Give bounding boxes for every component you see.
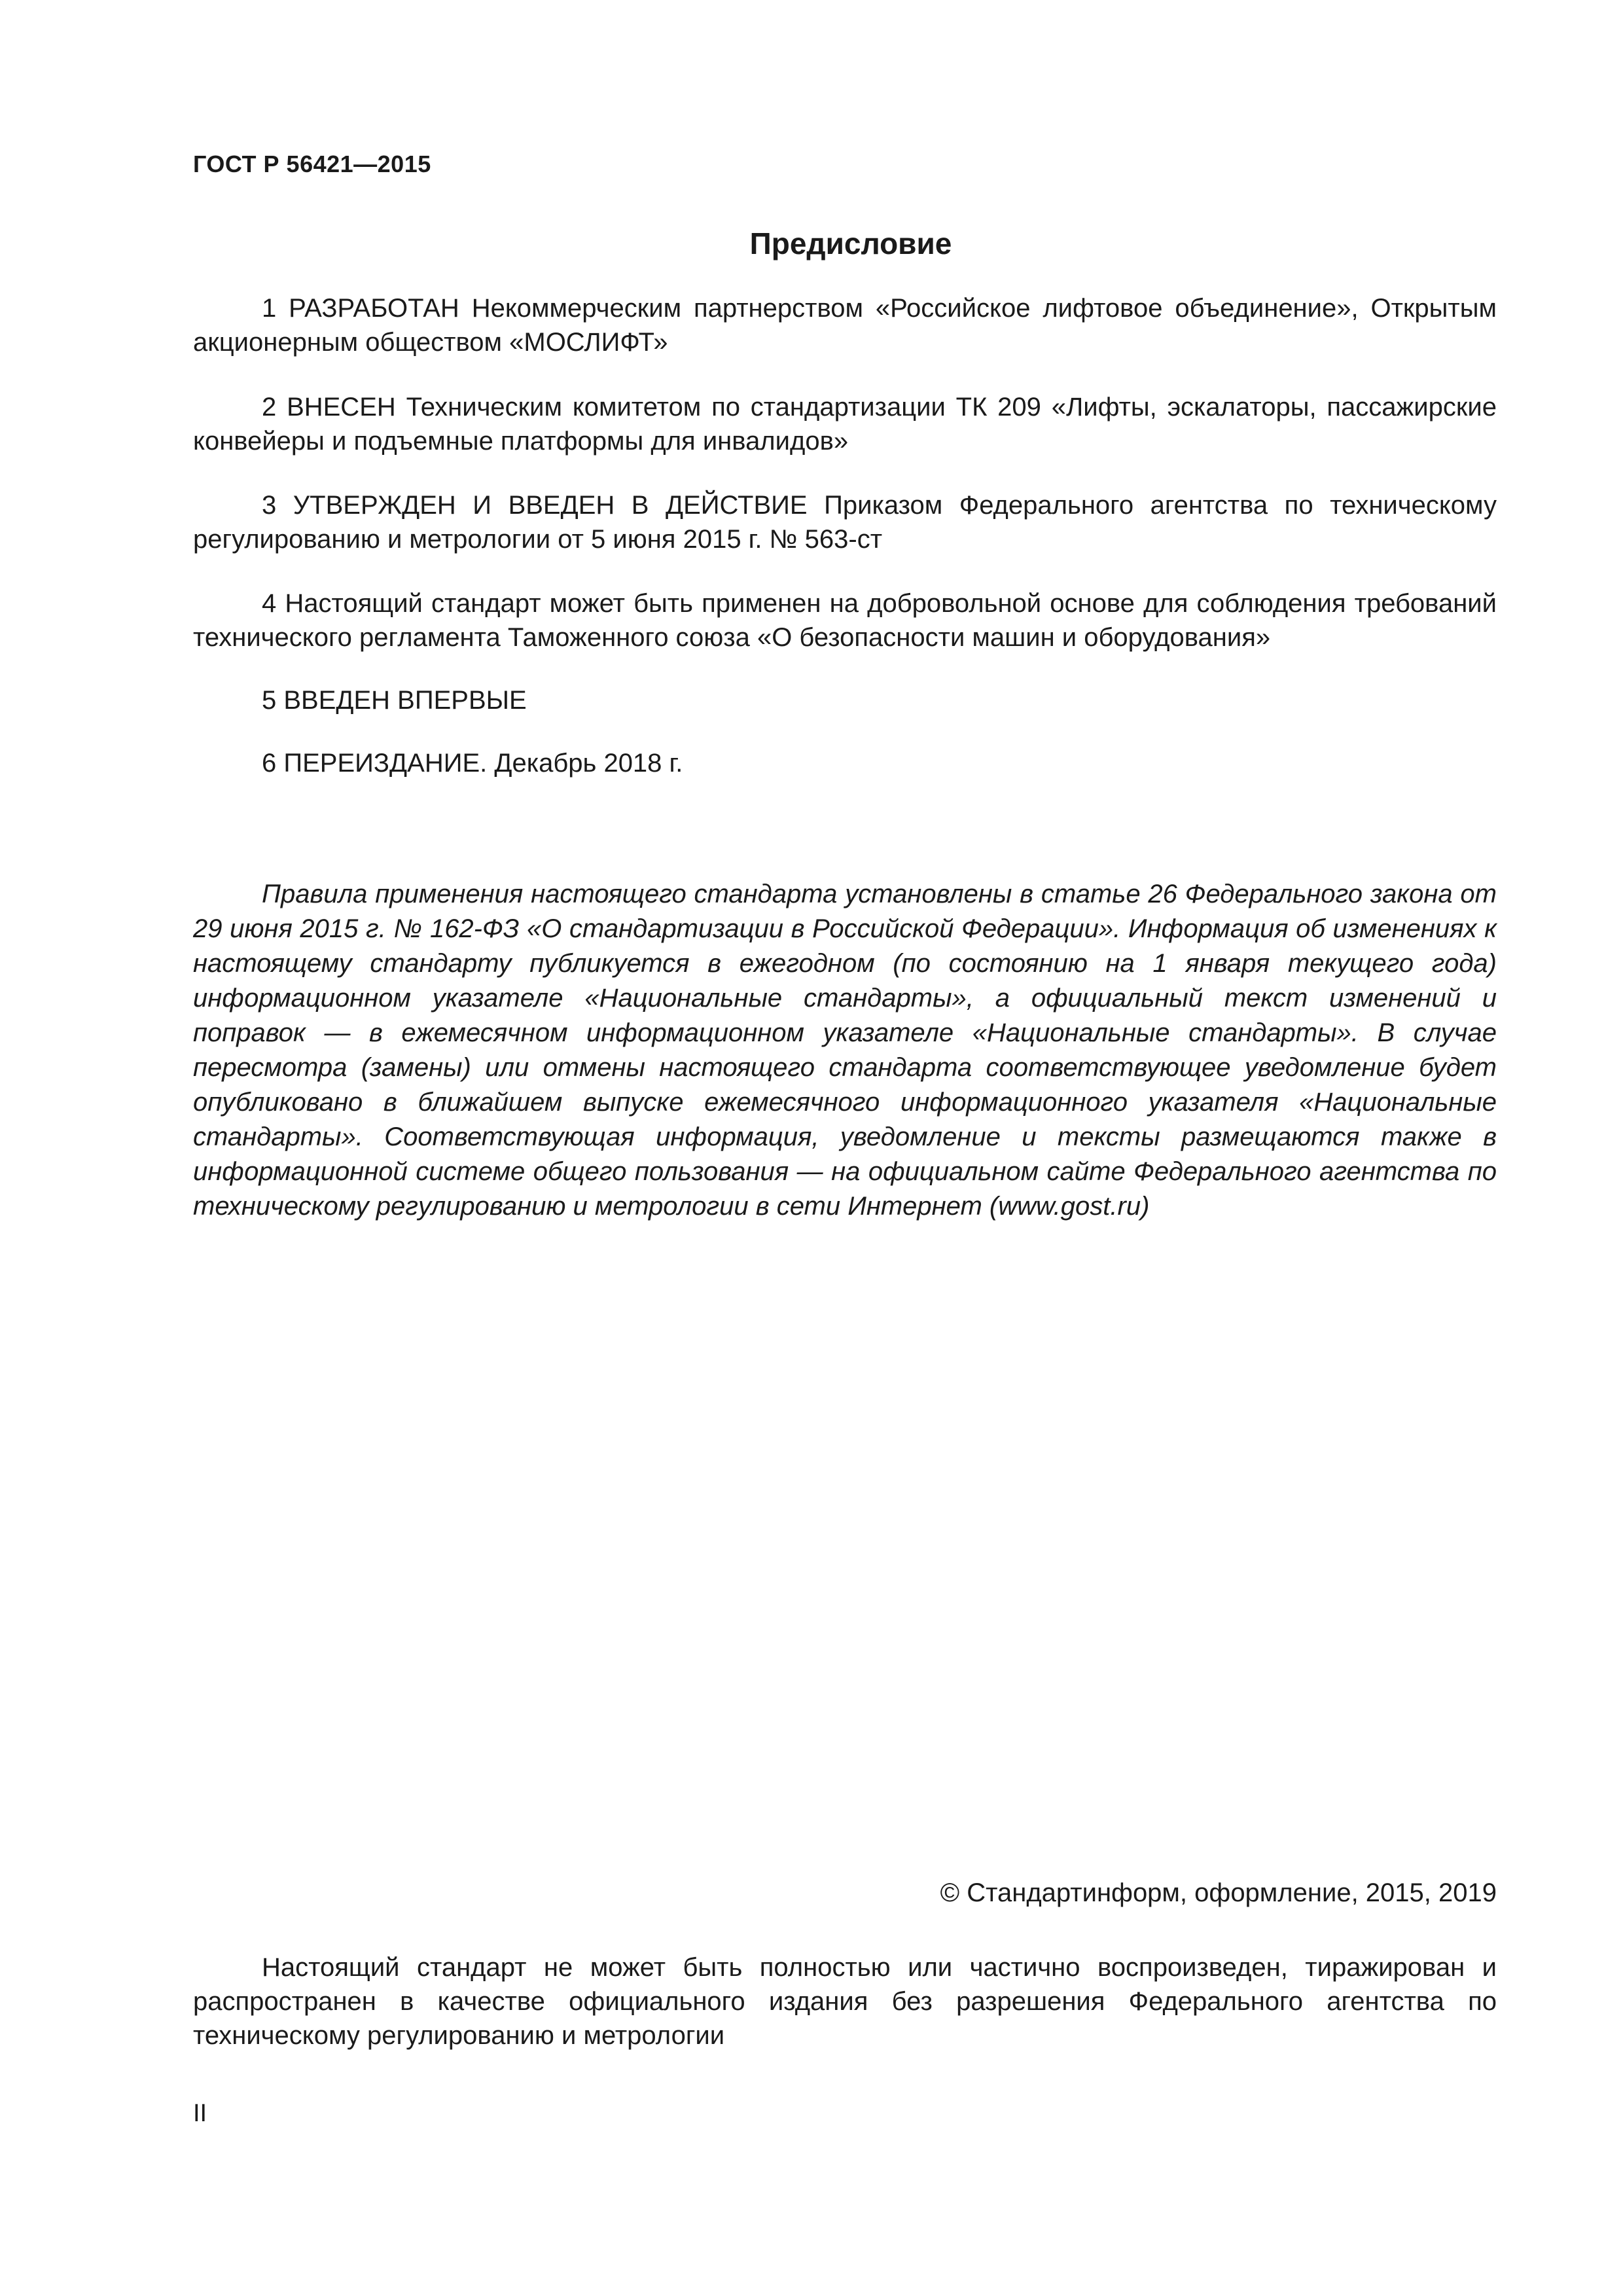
rules-of-application-note: Правила применения настоящего стандарта установлены в статье 26 Федерального закона от 29 июня 2015 г. № 162-ФЗ «О стандартизации в Российской Федерации». Информация об изменениях к настоящему стандарту публикуется в ежегодном (по состоянию на 1 января текущего года) информационном указателе «Национальные стандарты», а официальный текст изменений и поправок — в ежемесячном информационном указателе «Национальные стандарты». В случае пересмотра (замены) или отмены настоящего стандарта соответствующее уведомление будет опубликовано в ближайшем выпуске ежемесячного информационного указателя «Национальные стандарты». Соответствующая информация, уведомление и тексты размещаются также в информационной системе общего пользования — на официальном сайте Федерального агентства по техническому регулированию и метрологии в сети Интернет (www.gost.ru) bbox=[193, 880, 1497, 1221]
document-code: ГОСТ Р 56421—2015 bbox=[193, 151, 431, 177]
foreword-item-5: 5 ВВЕДЕН ВПЕРВЫЕ bbox=[262, 686, 527, 715]
foreword-item-1: 1 РАЗРАБОТАН Некоммерческим партнерством «Российское лифтовое объединение», Открытым акционерным обществом «МОСЛИФТ» bbox=[193, 294, 1497, 357]
foreword-item-3: 3 УТВЕРЖДЕН И ВВЕДЕН В ДЕЙСТВИЕ Приказом Федерального агентства по техническому регулированию и метрологии от 5 июня 2015 г. № 563-ст bbox=[193, 491, 1497, 554]
page-number: II bbox=[193, 2100, 207, 2127]
copyright-line: © Стандартинформ, оформление, 2015, 2019 bbox=[940, 1878, 1497, 1907]
reproduction-notice: Настоящий стандарт не может быть полностью или частично воспроизведен, тиражирован и распространен в качестве официального издания без разрешения Федерального агентства по техническому регулированию и метрологии bbox=[193, 1953, 1497, 2050]
page-title: Предисловие bbox=[749, 226, 952, 260]
foreword-item-2: 2 ВНЕСЕН Техническим комитетом по стандартизации ТК 209 «Лифты, эскалаторы, пассажирские конвейеры и подъемные платформы для инвалидов» bbox=[193, 393, 1497, 456]
foreword-item-4: 4 Настоящий стандарт может быть применен на добровольной основе для соблюдения требований технического регламента Таможенного союза «О безопасности машин и оборудования» bbox=[193, 589, 1497, 652]
foreword-item-6: 6 ПЕРЕИЗДАНИЕ. Декабрь 2018 г. bbox=[262, 749, 683, 778]
